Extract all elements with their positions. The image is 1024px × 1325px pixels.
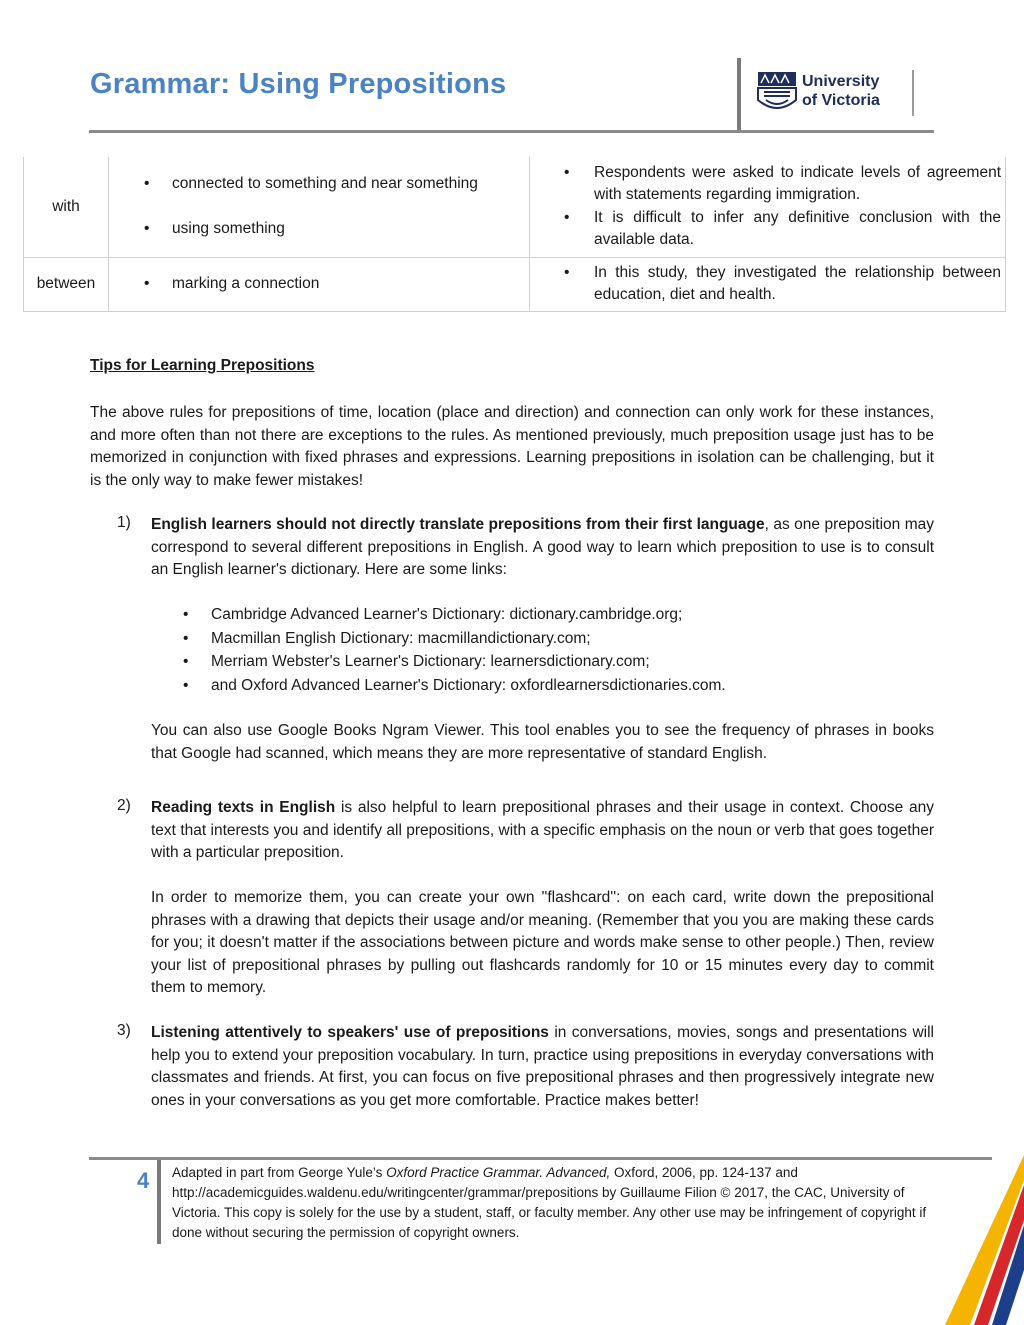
intro-paragraph: The above rules for prepositions of time, location (place and direction) and connection can only work for these instances, and more often than not there are exceptions to the rules. As mentioned previously, much preposition usage just has to be memorized in conjunction with fixed phrases and expressions. Learning prepositions in isolation can be challenging, but it is the only way to make fewer mistakes! (90, 404, 934, 489)
list-item: • Macmillan English Dictionary: macmillandictionary.com; (151, 627, 726, 651)
table-cell-examples (530, 257, 1006, 311)
dictionary-list (151, 603, 726, 697)
table-cell-word: with (24, 157, 109, 257)
footer-citation: Adapted in part from George Yule’s Oxford Practice Grammar. Advanced, Oxford, 2006, pp. 124-137 and http://academicguides.waldenu.edu/writingcenter/grammar/prepositions by Guillaume Filion © 2017, the CAC, University of Victoria. This copy is solely for the use by a student, staff, or faculty member. Any other use may be infringement of copyright if done without securing the permission of copyright owners. (172, 1165, 927, 1240)
footer-divider (157, 1160, 161, 1244)
preposition-table (23, 157, 1006, 312)
table-row (24, 257, 1006, 311)
logo-line1: University (802, 73, 880, 90)
tip-bold: English learners should not directly translate prepositions from their first language (151, 516, 765, 533)
header-divider (737, 58, 741, 132)
logo-line2: of Victoria (802, 92, 880, 109)
logo-divider (912, 70, 914, 116)
section-heading: Tips for Learning Prepositions (90, 357, 315, 374)
item-number: 1) (117, 514, 131, 531)
list-item: • Respondents were asked to indicate levels of agreement with statements regarding immigration. (530, 162, 1005, 207)
list-item: • marking a connection (109, 273, 529, 295)
table-cell-uses (109, 157, 530, 257)
tip-paragraph (151, 514, 934, 582)
tip-text: in conversations, movies, songs and presentations will help you to extend your preposition vocabulary. In turn, practice using prepositions in everyday conversations with classmates and friends. At first, you can focus on five prepositional phrases and then progressively integrate new ones in your conversations as you get more comfortable. Practice makes better! (151, 1024, 934, 1109)
footer-rule (89, 1157, 992, 1160)
tip-paragraph (151, 797, 934, 865)
tip-note: In order to memorize them, you can create your own ''flashcard'': on each card, write down the prepositional phrases with a drawing that depicts their usage and/or meaning. (Remember that you you are making these cards for you; it doesn't matter if the associations between picture and words make sense to other people.) Then, review your list of prepositional phrases by pulling out flashcards randomly for 10 or 15 minutes every day to commit them to memory. (151, 889, 934, 996)
decorative-stripes (930, 1140, 1024, 1325)
list-item: • Cambridge Advanced Learner's Dictionary: dictionary.cambridge.org; (151, 603, 726, 627)
list-item: • It is difficult to infer any definitive conclusion with the available data. (530, 207, 1005, 252)
tip-text: is also helpful to learn prepositional phrases and their usage in context. Choose any text that interests you and identify all prepositions, with a specific emphasis on the noun or verb that goes together with a particular preposition. (151, 799, 934, 861)
list-item: • using something (109, 218, 529, 240)
uvic-crest-icon (756, 70, 798, 114)
list-item: • and Oxford Advanced Learner's Dictionary: oxfordlearnersdictionaries.com. (151, 674, 726, 698)
book-title: Oxford Practice Grammar. Advanced, (386, 1165, 611, 1180)
tip-note: You can also use Google Books Ngram Viewer. This tool enables you to see the frequency of phrases in books that Google had scanned, which means they are more representative of standard English. (151, 722, 934, 762)
university-logo (756, 70, 906, 118)
table-cell-examples (530, 157, 1006, 257)
page-number: 4 (137, 1168, 150, 1193)
item-number: 2) (117, 797, 131, 814)
page-title: Grammar: Using Prepositions (90, 68, 507, 100)
list-item: • Merriam Webster's Learner's Dictionary: learnersdictionary.com; (151, 650, 726, 674)
table-cell-word: between (24, 257, 109, 311)
table-cell-uses (109, 257, 530, 311)
table-row (24, 157, 1006, 257)
list-item: • connected to something and near something (109, 173, 529, 195)
tip-paragraph (151, 1022, 934, 1112)
tip-bold: Listening attentively to speakers' use of prepositions (151, 1024, 549, 1041)
header-rule (89, 130, 934, 133)
list-item: • In this study, they investigated the relationship between education, diet and health. (530, 262, 1005, 307)
item-number: 3) (117, 1022, 131, 1039)
tip-text: , as one preposition may correspond to several different prepositions in English. A good way to learn which preposition to use is to consult an English learner's dictionary. Here are some links: (151, 516, 934, 578)
tip-bold: Reading texts in English (151, 799, 336, 816)
